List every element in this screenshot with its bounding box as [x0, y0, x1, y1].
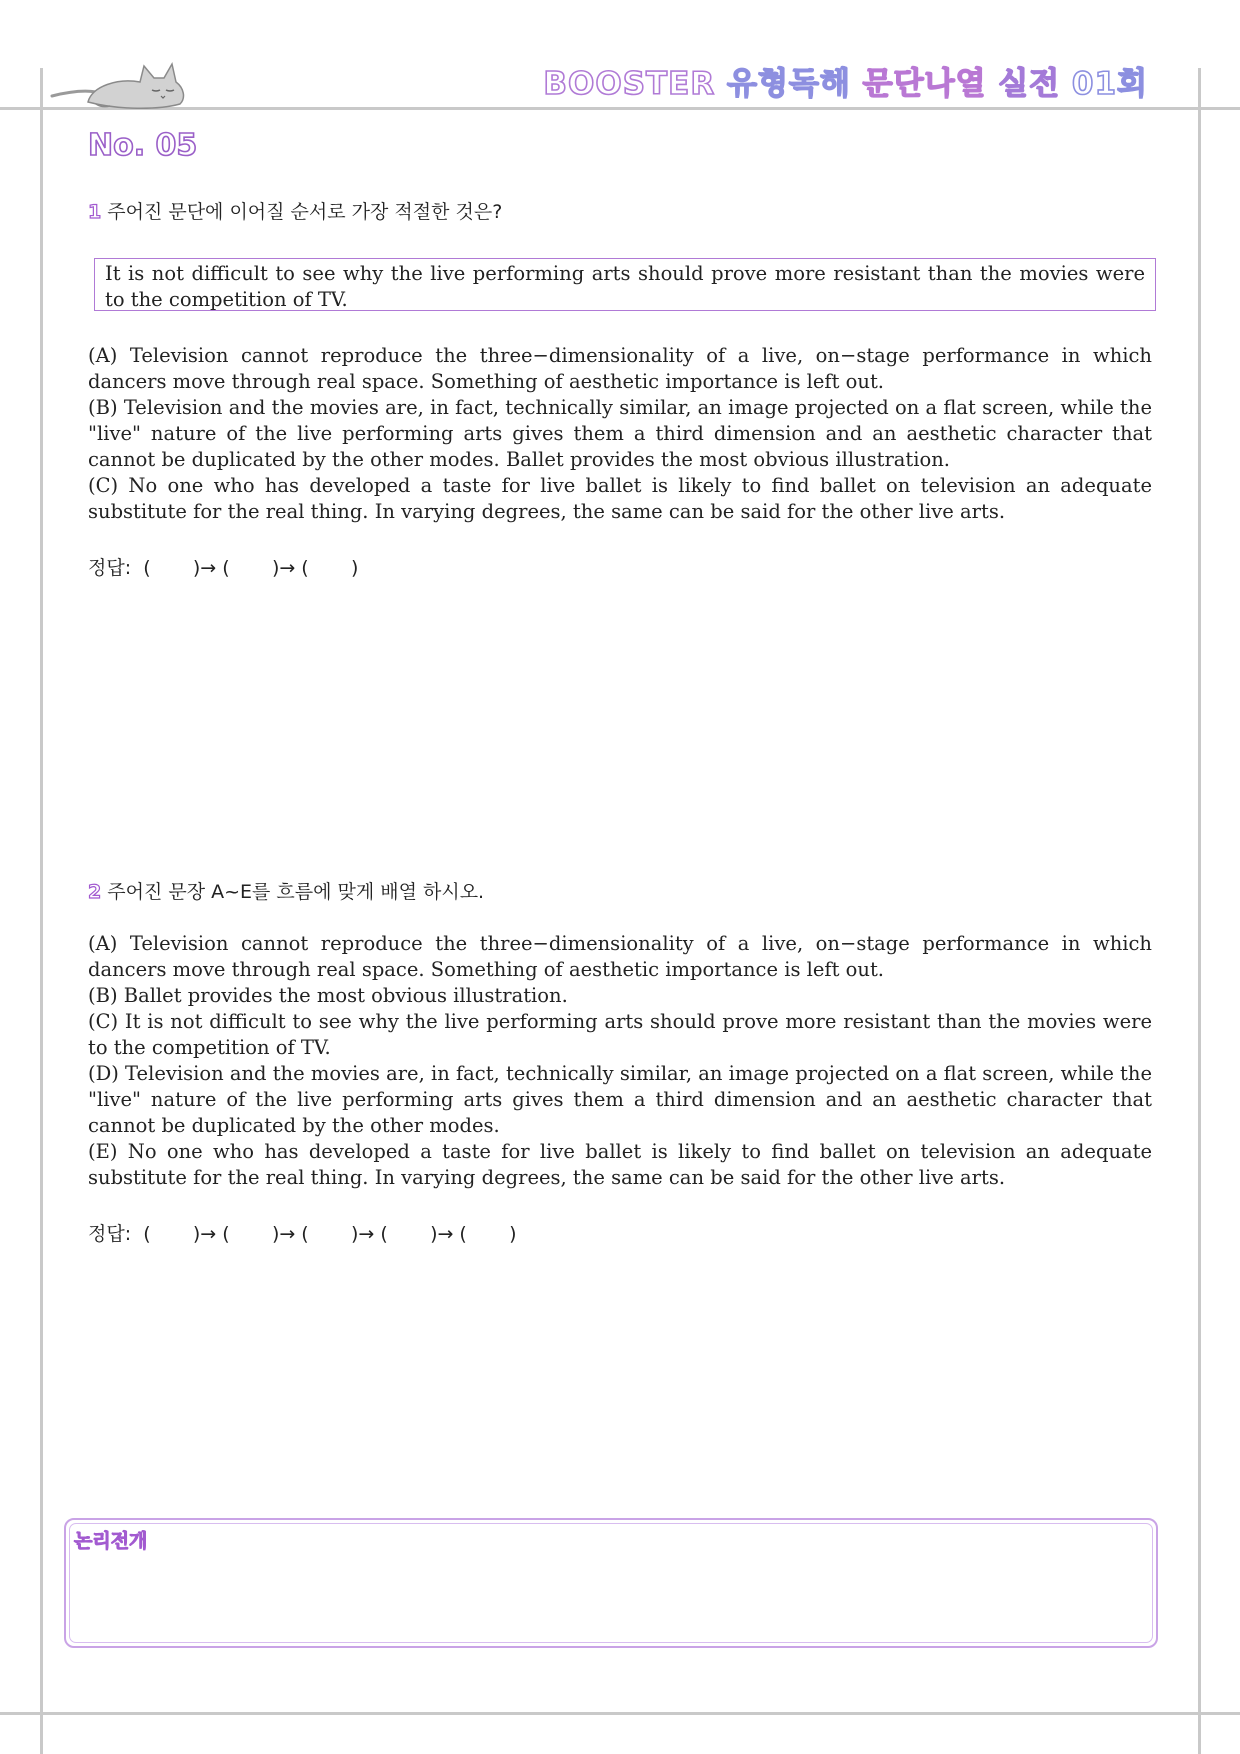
question-1-paragraphs: [88, 343, 1152, 525]
header-title-word: 실전: [998, 66, 1061, 102]
given-paragraph-box: It is not difficult to see why the live performing arts should prove more resistant than the movies were to the competition of TV.: [94, 258, 1156, 311]
sentence-b: (B) Ballet provides the most obvious illustration.: [88, 984, 568, 1007]
header-title-word: BOOSTER: [543, 66, 716, 102]
header-title-word: 문단나열: [862, 66, 987, 102]
sentence-a: (A) Television cannot reproduce the three−dimensionality of a live, on−stage performance in which dancers move through real space. Something of aesthetic importance is left out.: [88, 932, 1152, 981]
header-title-word: 유형독해: [727, 66, 851, 102]
paragraph-b: (B) Television and the movies are, in fact, technically similar, an image projected on a flat screen, while the "live" nature of the live performing arts gives them a third dimension and an aesthetic character that cannot be duplicated by the other modes. Ballet provides the most obvious illustration.: [88, 396, 1152, 471]
question-1-text: 주어진 문단에 이어질 순서로 가장 적절한 것은?: [107, 201, 503, 223]
question-2-answer-line: 정답: ( )→ ( )→ ( )→ ( )→ ( ): [88, 1223, 517, 1245]
header-title: [543, 58, 1148, 103]
question-1-answer-line: 정답: ( )→ ( )→ ( ): [88, 557, 359, 579]
question-2-paragraphs: [88, 931, 1152, 1191]
question-2-number: 2: [88, 881, 102, 903]
paragraph-a: (A) Television cannot reproduce the three−dimensionality of a live, on−stage performance in which dancers move through real space. Something of aesthetic importance is left out.: [88, 344, 1152, 393]
header-title-word: 01회: [1071, 66, 1148, 102]
sleeping-cat-icon: [48, 52, 188, 112]
sentence-c: (C) It is not difficult to see why the live performing arts should prove more resistant than the movies were to the competition of TV.: [88, 1010, 1152, 1059]
paragraph-c: (C) No one who has developed a taste for live ballet is likely to find ballet on television an adequate substitute for the real thing. In varying degrees, the same can be said for the other live arts.: [88, 474, 1152, 523]
question-1-number: 1: [88, 201, 102, 223]
right-frame-line: [1198, 68, 1201, 1754]
problem-number: No. 05: [88, 128, 198, 163]
question-2-prompt: [88, 877, 484, 904]
left-frame-line: [40, 68, 43, 1754]
logic-development-label: 논리전개: [74, 1530, 148, 1552]
sentence-e: (E) No one who has developed a taste for live ballet is likely to find ballet on television an adequate substitute for the real thing. In varying degrees, the same can be said for the other live arts.: [88, 1140, 1152, 1189]
sentence-d: (D) Television and the movies are, in fact, technically similar, an image projected on a flat screen, while the "live" nature of the live performing arts gives them a third dimension and an aesthetic character that cannot be duplicated by the other modes.: [88, 1062, 1152, 1137]
question-2-text: 주어진 문장 A~E를 흐름에 맞게 배열 하시오.: [107, 881, 485, 903]
bottom-frame-line: [0, 1712, 1240, 1715]
logic-development-box[interactable]: [64, 1518, 1158, 1648]
question-1-prompt: [88, 197, 502, 224]
